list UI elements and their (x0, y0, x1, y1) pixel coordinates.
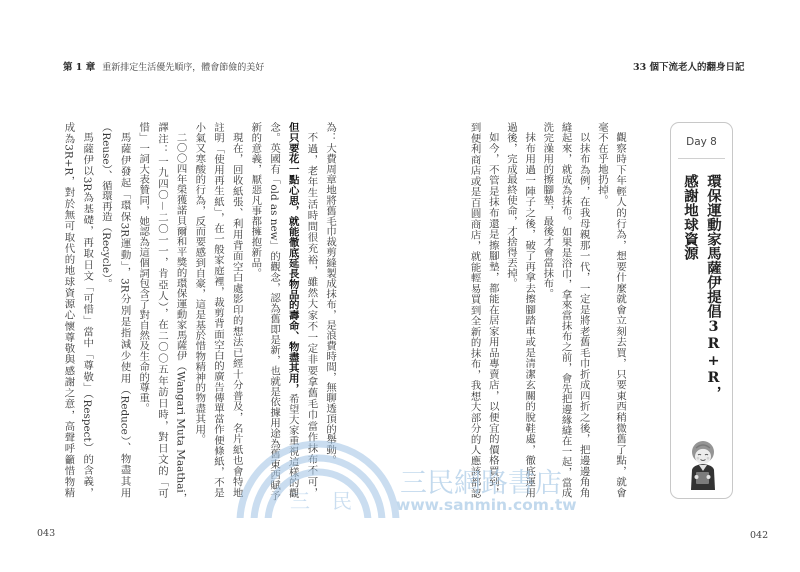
right-page-number: 042 (750, 530, 769, 541)
watermark-text: 三民網路書店 (400, 468, 562, 499)
left-page-body-text (59, 122, 340, 504)
text-line: 馬薩伊以3R為基礎，再取日文「可惜」當中「尊敬」（Respect）的含義， (81, 132, 94, 498)
text-line: 成為3R+R，對於無可取代的地球資源心懷尊敬與感謝之意，高聲呼籲惜物精 (62, 122, 75, 498)
watermark-url: www.sanmin.com.tw (396, 496, 577, 514)
section-title-line-2: 感謝地球資源 (682, 174, 699, 261)
right-running-header: 33 個下流老人的翻身日記 (633, 62, 745, 73)
day-label: Day 8 (686, 136, 717, 148)
bold-emphasis-text: 但只要花一點心思，就能徹底延長物品的壽命、物盡其用， (286, 122, 299, 394)
watermark-logo-char: 三 (290, 489, 310, 513)
text-line: 二〇〇四年榮獲諾貝爾和平獎的環保運動家馬薩伊（Wangari Muta Maathai， (174, 132, 187, 504)
text-line: 惜」一詞大表贊同，她認為這個詞包含了對自然及生命的尊重。 (137, 122, 150, 414)
text-line: （Reuse）、循環再造（Recycle）。 (99, 122, 112, 289)
left-running-header (63, 62, 264, 74)
title-divider (678, 158, 725, 159)
text-line: 如今，不管是抹布還是擦腳墊，都能在居家用品專賣店，以便宜的價格買到， (486, 132, 499, 498)
regular-text: 希望大家重視這樣的觀 (286, 393, 299, 499)
text-line: 洗完澡用的擦腳墊，最後才會當抹布。 (541, 122, 554, 299)
text-line: 譯注：一九四〇－二〇一一，肯亞人），在二〇〇五年訪日時，對日文的「可 (155, 122, 168, 498)
text-line-emphasized (283, 122, 302, 498)
chapter-number: 第 1 章 (63, 62, 96, 73)
text-line: 毫不在乎地扔掉。 (595, 122, 608, 206)
text-line: 馬薩伊發起「環保3R運動」，3R分別是指減少使用（Reduce）、物盡其用 (118, 132, 131, 498)
text-line: 新的意義，厭惡凡事都擁抱新品。 (249, 122, 262, 278)
section-title-box (670, 122, 733, 499)
text-line: 觀察時下年輕人的行為，想要什麼就會立刻去買，只要東西稍微舊了點，就會 (614, 132, 627, 498)
chapter-title: 重新排定生活優先順序，體會節儉的美好 (102, 63, 265, 73)
text-line: 註明「使用再生紙」，在一般家庭裡，裁剪背面空白的廣告傳單當作便條紙，不是 (211, 122, 224, 498)
text-line: 縫起來，就成為抹布。如果是浴巾，拿來當抹布之前，會先把邊緣縫在一起，當成 (559, 122, 572, 498)
text-line: 念。英國有「old as new」的觀念，認為舊即是新，也就是依據用途為舊東西賦予 (268, 122, 281, 501)
text-line: 不過，老年生活時間很充裕，雖然大家不一定非要拿舊毛巾當作抹布不可， (305, 132, 318, 498)
elderly-woman-holding-book-icon (688, 440, 718, 492)
text-line: 以抹布為例，在我母親那一代，一定是將老舊毛巾折成四折之後，把邊邊角角 (577, 132, 590, 498)
text-line: 小氣又寒酸的行為，反而要感到自豪，這是基於惜物精神的物盡其用。 (193, 122, 206, 445)
left-page-number: 043 (37, 528, 56, 539)
right-page-body-text (465, 122, 629, 498)
text-line: 抹布用過一陣子之後，破了再拿去擦腳踏車或是清潔玄關的脫鞋處，徹底運用 (523, 132, 536, 498)
text-line: 到便利商店或是百圓商店，就能輕易買到全新的抹布，我想大部分的人應該都認 (468, 122, 481, 498)
watermark-logo-char: 民 (332, 489, 352, 513)
text-line: 現在，回收紙張、利用背面空白處影印的想法已經十分普及，名片紙也會特地 (230, 132, 243, 498)
text-line: 過後，完成最終使命，才捨得丟掉。 (504, 122, 517, 289)
text-line: 為：大費周章地將舊毛巾裁剪縫製成抹布，是浪費時間，無聊透頂的舉動。 (324, 122, 337, 466)
section-title-line-1: 環保運動家馬薩伊提倡3R+R， (705, 174, 722, 401)
